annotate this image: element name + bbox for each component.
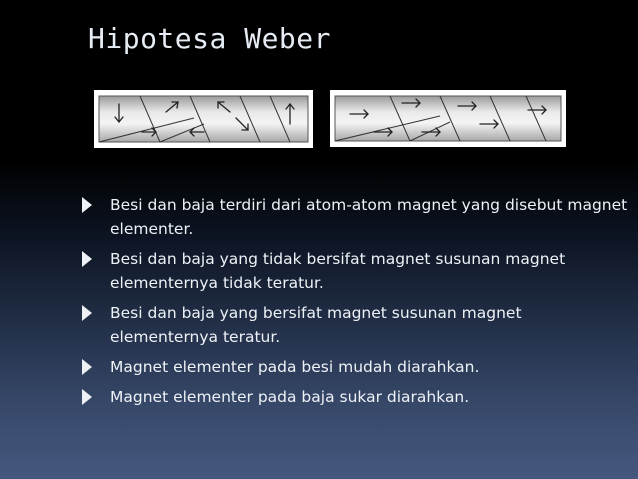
- bullet-item: [78, 247, 628, 295]
- bullet-item: [78, 193, 628, 241]
- bullet-marker-icon: [82, 197, 92, 213]
- bullet-text: Magnet elementer pada besi mudah diarahkan.: [110, 358, 480, 376]
- disordered-magnets-figure: [94, 90, 313, 148]
- bullet-marker-icon: [82, 305, 92, 321]
- ordered-magnets-figure: [330, 90, 566, 147]
- bullet-item: [78, 301, 628, 349]
- bullet-list: [78, 193, 628, 415]
- bullet-marker-icon: [82, 389, 92, 405]
- bullet-text: Magnet elementer pada baja sukar diarahkan.: [110, 388, 470, 406]
- bullet-text: Besi dan baja yang tidak bersifat magnet susunan magnet elementernya tidak teratur.: [110, 250, 566, 292]
- bullet-item: [78, 355, 628, 379]
- bullet-text: Besi dan baja terdiri dari atom-atom magnet yang disebut magnet elementer.: [110, 196, 628, 238]
- bullet-marker-icon: [82, 251, 92, 267]
- bullet-marker-icon: [82, 359, 92, 375]
- bullet-text: Besi dan baja yang bersifat magnet susunan magnet elementernya teratur.: [110, 304, 522, 346]
- slide-title: Hipotesa Weber: [88, 22, 332, 55]
- bullet-item: [78, 385, 628, 409]
